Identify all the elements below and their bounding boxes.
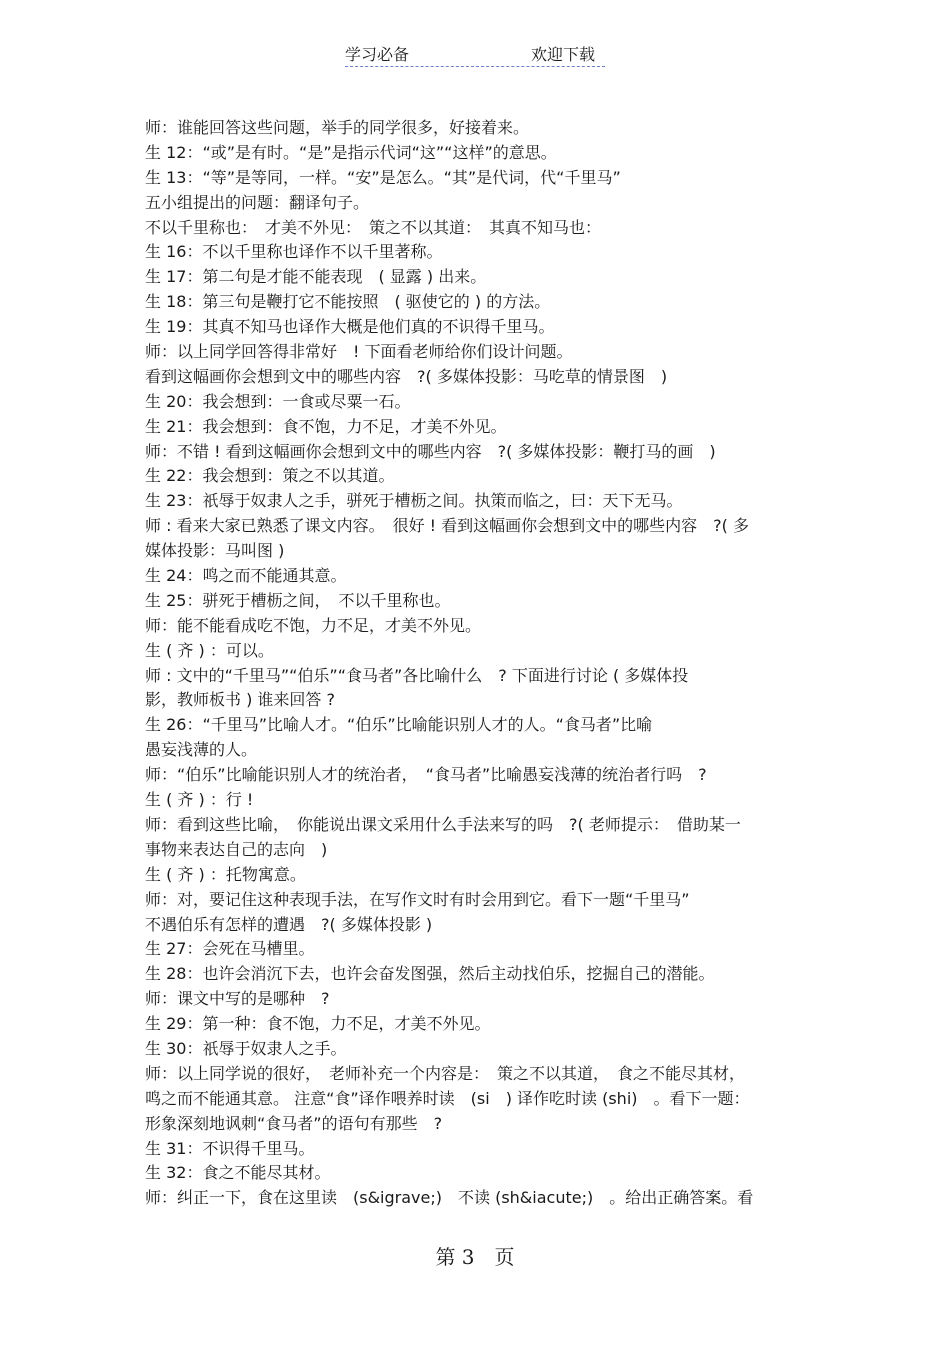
page-header	[345, 42, 605, 67]
text-line: 生 29：第一种：食不饱，力不足，才美不外见。	[145, 1014, 491, 1034]
text-line: 生 27：会死在马槽里。	[145, 939, 315, 959]
text-line: 不以千里称也： 才美不外见： 策之不以其道： 其真不知马也：	[145, 217, 602, 237]
text-line: 事物来表达自己的志向 )	[145, 839, 328, 859]
text-line: 生 ( 齐 ) ：行 !	[145, 790, 254, 810]
text-line: 生 12：“或”是有时。“是”是指示代词“这”“这样”的意思。	[145, 142, 557, 162]
text-line: 师：课文中写的是哪种 ?	[145, 989, 330, 1009]
text-line: 愚妄浅薄的人。	[145, 740, 258, 760]
text-line: 五小组提出的问题：翻译句子。	[145, 192, 370, 212]
text-line: 师：以上同学说的很好， 老师补充一个内容是： 策之不以其道， 食之不能尽其材，	[145, 1063, 746, 1083]
header-right-text: 欢迎下载	[531, 45, 596, 64]
text-line: 生 24：鸣之而不能通其意。	[145, 566, 347, 586]
text-line: 师：不错 ! 看到这幅画你会想到文中的哪些内容 ?( 多媒体投影：鞭打马的画 )	[145, 441, 716, 461]
text-line: 鸣之而不能通其意。 注意“食”译作喂养时读 (si ) 译作吃时读 (shi) 。看下一题：	[145, 1088, 750, 1108]
text-line: 生 20：我会想到：一食或尽粟一石。	[145, 391, 411, 411]
text-line: 生 17：第二句是才能不能表现 ( 显露 ) 出来。	[145, 267, 487, 287]
page-number: 第 3 页	[435, 1245, 515, 1269]
text-line: 师：以上同学回答得非常好 ! 下面看老师给你们设计问题。	[145, 342, 573, 362]
text-line: 师 : 看来大家已熟悉了课文内容。 很好 ! 看到这幅画你会想到文中的哪些内容 ?( 多	[145, 516, 749, 536]
text-line: 生 13：“等”是等同，一样。“安”是怎么。“其”是代词，代“千里马”	[145, 167, 621, 187]
text-line: 生 16：不以千里称也译作不以千里著称。	[145, 242, 443, 262]
text-line: 生 21：我会想到：食不饱，力不足，才美不外见。	[145, 416, 507, 436]
text-line: 师：看到这些比喻， 你能说出课文采用什么手法来写的吗 ?( 老师提示： 借助某一	[145, 814, 741, 834]
text-line: 生 25：骈死于槽枥之间， 不以千里称也。	[145, 590, 451, 610]
text-line: 师：纠正一下，食在这里读 (s&igrave;) 不读 (sh&iacute;) 。给出正确答案。看	[145, 1188, 754, 1208]
text-line: 生 ( 齐 ) ：可以。	[145, 640, 274, 660]
text-line: 师 : 文中的“千里马”“伯乐”“食马者”各比喻什么 ? 下面进行讨论 ( 多媒体投	[145, 665, 689, 685]
text-line: 影，教师板书 ) 谁来回答 ?	[145, 690, 335, 710]
text-line: 生 30：祇辱于奴隶人之手。	[145, 1038, 347, 1058]
text-line: 生 19：其真不知马也译作大概是他们真的不识得千里马。	[145, 317, 555, 337]
text-line: 师：能不能看成吃不饱，力不足，才美不外见。	[145, 615, 482, 635]
text-line: 生 28：也许会消沉下去，也许会奋发图强，然后主动找伯乐，挖掘自己的潜能。	[145, 964, 715, 984]
header-left-text: 学习必备	[345, 45, 410, 64]
text-line: 师：“伯乐”比喻能识别人才的统治者， “食马者”比喻愚妄浅薄的统治者行吗 ?	[145, 765, 707, 785]
text-line: 生 22：我会想到：策之不以其道。	[145, 466, 395, 486]
text-line: 生 18：第三句是鞭打它不能按照 ( 驱使它的 ) 的方法。	[145, 292, 551, 312]
document-body	[145, 116, 813, 1211]
text-line: 师：对，要记住这种表现手法，在写作文时有时会用到它。看下一题“千里马”	[145, 889, 690, 909]
text-line: 媒体投影：马叫图 )	[145, 541, 285, 561]
text-line: 生 ( 齐 ) ：托物寓意。	[145, 864, 306, 884]
text-line: 不遇伯乐有怎样的遭遇 ?( 多媒体投影 )	[145, 914, 433, 934]
text-line: 形象深刻地讽刺“食马者”的语句有那些 ?	[145, 1113, 443, 1133]
text-line: 师：谁能回答这些问题，举手的同学很多，好接着来。	[145, 118, 530, 137]
text-line: 生 23：祇辱于奴隶人之手，骈死于槽枥之间。执策而临之，曰：天下无马。	[145, 491, 683, 511]
text-line: 生 31：不识得千里马。	[145, 1138, 315, 1158]
text-line: 生 26：“千里马”比喻人才。“伯乐”比喻能识别人才的人。“食马者”比喻	[145, 715, 653, 735]
text-line: 生 32：食之不能尽其材。	[145, 1163, 331, 1183]
text-line: 看到这幅画你会想到文中的哪些内容 ?( 多媒体投影：马吃草的情景图 )	[145, 366, 668, 386]
